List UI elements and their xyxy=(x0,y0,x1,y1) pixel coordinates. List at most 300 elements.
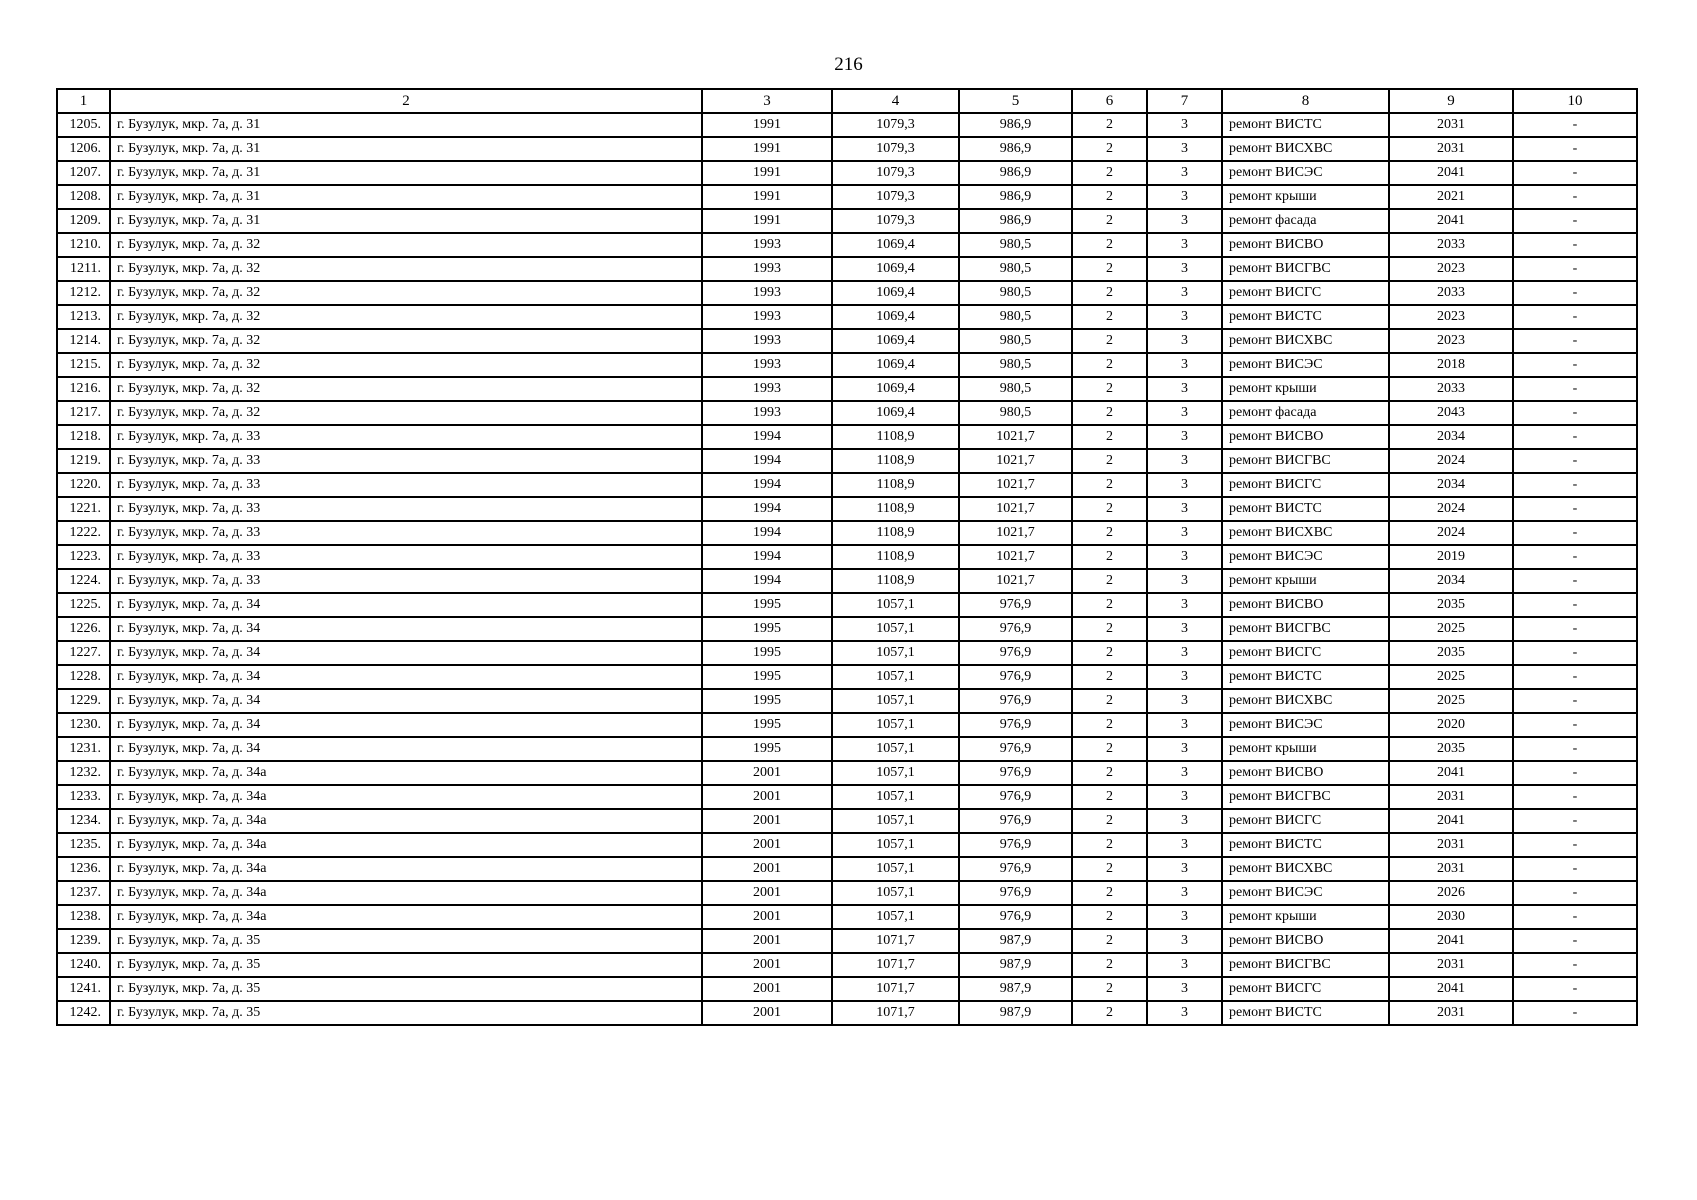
cell-year: 1991 xyxy=(702,209,832,233)
cell-total-area: 1057,1 xyxy=(832,689,959,713)
cell-total-area: 1057,1 xyxy=(832,785,959,809)
cell-work-type: ремонт ВИСЭС xyxy=(1222,545,1389,569)
cell-address: г. Бузулук, мкр. 7а, д. 33 xyxy=(110,449,702,473)
cell-planned-year: 2018 xyxy=(1389,353,1513,377)
cell-col6: 2 xyxy=(1072,905,1147,929)
cell-living-area: 1021,7 xyxy=(959,473,1072,497)
cell-col10: - xyxy=(1513,1001,1637,1025)
cell-address: г. Бузулук, мкр. 7а, д. 34 xyxy=(110,593,702,617)
cell-planned-year: 2024 xyxy=(1389,497,1513,521)
cell-work-type: ремонт крыши xyxy=(1222,185,1389,209)
cell-address: г. Бузулук, мкр. 7а, д. 34 xyxy=(110,737,702,761)
cell-living-area: 980,5 xyxy=(959,257,1072,281)
cell-planned-year: 2041 xyxy=(1389,809,1513,833)
cell-year: 1991 xyxy=(702,137,832,161)
cell-year: 1994 xyxy=(702,569,832,593)
cell-col7: 3 xyxy=(1147,257,1222,281)
cell-col7: 3 xyxy=(1147,833,1222,857)
cell-living-area: 1021,7 xyxy=(959,521,1072,545)
cell-col10: - xyxy=(1513,977,1637,1001)
cell-work-type: ремонт ВИСХВС xyxy=(1222,521,1389,545)
cell-planned-year: 2023 xyxy=(1389,257,1513,281)
cell-col7: 3 xyxy=(1147,809,1222,833)
cell-year: 1993 xyxy=(702,233,832,257)
cell-living-area: 1021,7 xyxy=(959,545,1072,569)
cell-total-area: 1071,7 xyxy=(832,953,959,977)
cell-address: г. Бузулук, мкр. 7а, д. 31 xyxy=(110,113,702,137)
cell-address: г. Бузулук, мкр. 7а, д. 34а xyxy=(110,809,702,833)
cell-work-type: ремонт крыши xyxy=(1222,737,1389,761)
cell-planned-year: 2024 xyxy=(1389,521,1513,545)
cell-address: г. Бузулук, мкр. 7а, д. 35 xyxy=(110,977,702,1001)
column-header-work-type: 8 xyxy=(1222,89,1389,113)
cell-living-area: 986,9 xyxy=(959,209,1072,233)
cell-total-area: 1079,3 xyxy=(832,209,959,233)
cell-year: 2001 xyxy=(702,1001,832,1025)
cell-col6: 2 xyxy=(1072,425,1147,449)
cell-living-area: 987,9 xyxy=(959,953,1072,977)
cell-col7: 3 xyxy=(1147,977,1222,1001)
cell-col6: 2 xyxy=(1072,209,1147,233)
table-row xyxy=(57,545,1637,569)
cell-col10: - xyxy=(1513,569,1637,593)
cell-col10: - xyxy=(1513,737,1637,761)
cell-col6: 2 xyxy=(1072,617,1147,641)
cell-living-area: 976,9 xyxy=(959,857,1072,881)
cell-number: 1206. xyxy=(57,137,110,161)
cell-col7: 3 xyxy=(1147,401,1222,425)
cell-address: г. Бузулук, мкр. 7а, д. 34а xyxy=(110,881,702,905)
cell-work-type: ремонт ВИСВО xyxy=(1222,929,1389,953)
cell-address: г. Бузулук, мкр. 7а, д. 34 xyxy=(110,689,702,713)
cell-living-area: 976,9 xyxy=(959,809,1072,833)
cell-address: г. Бузулук, мкр. 7а, д. 31 xyxy=(110,161,702,185)
cell-col6: 2 xyxy=(1072,689,1147,713)
cell-total-area: 1057,1 xyxy=(832,641,959,665)
cell-col7: 3 xyxy=(1147,113,1222,137)
cell-year: 1993 xyxy=(702,377,832,401)
cell-number: 1220. xyxy=(57,473,110,497)
cell-total-area: 1057,1 xyxy=(832,737,959,761)
cell-work-type: ремонт ВИСХВС xyxy=(1222,137,1389,161)
cell-year: 2001 xyxy=(702,833,832,857)
table-row xyxy=(57,713,1637,737)
cell-col6: 2 xyxy=(1072,353,1147,377)
cell-col7: 3 xyxy=(1147,281,1222,305)
cell-address: г. Бузулук, мкр. 7а, д. 35 xyxy=(110,929,702,953)
table-row xyxy=(57,329,1637,353)
cell-work-type: ремонт ВИСТС xyxy=(1222,1001,1389,1025)
table-row xyxy=(57,113,1637,137)
column-header-year: 3 xyxy=(702,89,832,113)
cell-living-area: 987,9 xyxy=(959,929,1072,953)
cell-planned-year: 2041 xyxy=(1389,161,1513,185)
cell-col10: - xyxy=(1513,473,1637,497)
cell-year: 1994 xyxy=(702,449,832,473)
cell-col10: - xyxy=(1513,425,1637,449)
cell-col10: - xyxy=(1513,161,1637,185)
table-row xyxy=(57,449,1637,473)
cell-year: 1995 xyxy=(702,689,832,713)
cell-col6: 2 xyxy=(1072,737,1147,761)
cell-living-area: 986,9 xyxy=(959,113,1072,137)
cell-work-type: ремонт ВИСГВС xyxy=(1222,449,1389,473)
column-header-col6: 6 xyxy=(1072,89,1147,113)
cell-year: 2001 xyxy=(702,785,832,809)
cell-living-area: 980,5 xyxy=(959,353,1072,377)
cell-work-type: ремонт крыши xyxy=(1222,905,1389,929)
cell-year: 2001 xyxy=(702,929,832,953)
cell-col7: 3 xyxy=(1147,713,1222,737)
cell-living-area: 976,9 xyxy=(959,761,1072,785)
cell-col10: - xyxy=(1513,257,1637,281)
cell-number: 1226. xyxy=(57,617,110,641)
cell-col6: 2 xyxy=(1072,161,1147,185)
cell-col6: 2 xyxy=(1072,1001,1147,1025)
cell-col10: - xyxy=(1513,929,1637,953)
cell-planned-year: 2025 xyxy=(1389,617,1513,641)
cell-year: 2001 xyxy=(702,905,832,929)
cell-col6: 2 xyxy=(1072,377,1147,401)
cell-number: 1234. xyxy=(57,809,110,833)
cell-number: 1228. xyxy=(57,665,110,689)
cell-total-area: 1057,1 xyxy=(832,713,959,737)
cell-living-area: 976,9 xyxy=(959,881,1072,905)
cell-col10: - xyxy=(1513,401,1637,425)
cell-year: 1993 xyxy=(702,305,832,329)
cell-col10: - xyxy=(1513,785,1637,809)
cell-col7: 3 xyxy=(1147,665,1222,689)
cell-planned-year: 2035 xyxy=(1389,737,1513,761)
cell-planned-year: 2033 xyxy=(1389,233,1513,257)
cell-total-area: 1057,1 xyxy=(832,665,959,689)
cell-year: 1995 xyxy=(702,617,832,641)
cell-work-type: ремонт ВИСХВС xyxy=(1222,329,1389,353)
table-row xyxy=(57,905,1637,929)
cell-address: г. Бузулук, мкр. 7а, д. 33 xyxy=(110,473,702,497)
table-row xyxy=(57,209,1637,233)
cell-address: г. Бузулук, мкр. 7а, д. 33 xyxy=(110,497,702,521)
table-row xyxy=(57,473,1637,497)
cell-col10: - xyxy=(1513,905,1637,929)
cell-year: 1994 xyxy=(702,497,832,521)
cell-number: 1219. xyxy=(57,449,110,473)
cell-year: 2001 xyxy=(702,761,832,785)
table-row xyxy=(57,689,1637,713)
cell-planned-year: 2031 xyxy=(1389,785,1513,809)
cell-col6: 2 xyxy=(1072,809,1147,833)
cell-number: 1215. xyxy=(57,353,110,377)
cell-col10: - xyxy=(1513,233,1637,257)
cell-year: 1994 xyxy=(702,473,832,497)
cell-col7: 3 xyxy=(1147,521,1222,545)
cell-col6: 2 xyxy=(1072,257,1147,281)
cell-number: 1235. xyxy=(57,833,110,857)
cell-col7: 3 xyxy=(1147,929,1222,953)
cell-number: 1212. xyxy=(57,281,110,305)
cell-work-type: ремонт ВИСГС xyxy=(1222,281,1389,305)
table-row xyxy=(57,593,1637,617)
table-row xyxy=(57,617,1637,641)
cell-col10: - xyxy=(1513,593,1637,617)
column-header-total-area: 4 xyxy=(832,89,959,113)
table-row xyxy=(57,521,1637,545)
cell-address: г. Бузулук, мкр. 7а, д. 35 xyxy=(110,953,702,977)
cell-work-type: ремонт ВИСЭС xyxy=(1222,353,1389,377)
cell-work-type: ремонт ВИСХВС xyxy=(1222,689,1389,713)
cell-address: г. Бузулук, мкр. 7а, д. 34 xyxy=(110,713,702,737)
cell-col7: 3 xyxy=(1147,569,1222,593)
cell-col6: 2 xyxy=(1072,881,1147,905)
cell-total-area: 1108,9 xyxy=(832,449,959,473)
cell-col10: - xyxy=(1513,689,1637,713)
cell-number: 1237. xyxy=(57,881,110,905)
cell-number: 1210. xyxy=(57,233,110,257)
table-row xyxy=(57,833,1637,857)
table-row xyxy=(57,377,1637,401)
table-row xyxy=(57,185,1637,209)
cell-planned-year: 2031 xyxy=(1389,833,1513,857)
cell-planned-year: 2034 xyxy=(1389,425,1513,449)
cell-living-area: 980,5 xyxy=(959,401,1072,425)
cell-total-area: 1079,3 xyxy=(832,185,959,209)
cell-col10: - xyxy=(1513,209,1637,233)
cell-number: 1240. xyxy=(57,953,110,977)
table-row xyxy=(57,809,1637,833)
cell-number: 1222. xyxy=(57,521,110,545)
cell-living-area: 987,9 xyxy=(959,977,1072,1001)
table-row xyxy=(57,1001,1637,1025)
cell-total-area: 1108,9 xyxy=(832,521,959,545)
cell-planned-year: 2031 xyxy=(1389,1001,1513,1025)
cell-address: г. Бузулук, мкр. 7а, д. 32 xyxy=(110,401,702,425)
cell-number: 1216. xyxy=(57,377,110,401)
cell-total-area: 1071,7 xyxy=(832,1001,959,1025)
cell-col7: 3 xyxy=(1147,737,1222,761)
cell-number: 1205. xyxy=(57,113,110,137)
cell-address: г. Бузулук, мкр. 7а, д. 32 xyxy=(110,377,702,401)
cell-living-area: 976,9 xyxy=(959,737,1072,761)
cell-planned-year: 2033 xyxy=(1389,281,1513,305)
cell-address: г. Бузулук, мкр. 7а, д. 34а xyxy=(110,833,702,857)
cell-work-type: ремонт фасада xyxy=(1222,209,1389,233)
cell-col10: - xyxy=(1513,617,1637,641)
cell-total-area: 1108,9 xyxy=(832,425,959,449)
cell-planned-year: 2031 xyxy=(1389,953,1513,977)
cell-planned-year: 2023 xyxy=(1389,305,1513,329)
cell-col6: 2 xyxy=(1072,113,1147,137)
cell-address: г. Бузулук, мкр. 7а, д. 34а xyxy=(110,857,702,881)
cell-total-area: 1069,4 xyxy=(832,233,959,257)
cell-number: 1233. xyxy=(57,785,110,809)
cell-year: 1995 xyxy=(702,665,832,689)
cell-col6: 2 xyxy=(1072,521,1147,545)
cell-total-area: 1069,4 xyxy=(832,257,959,281)
cell-col6: 2 xyxy=(1072,305,1147,329)
table-row xyxy=(57,953,1637,977)
cell-work-type: ремонт ВИСГС xyxy=(1222,809,1389,833)
cell-address: г. Бузулук, мкр. 7а, д. 33 xyxy=(110,569,702,593)
cell-col7: 3 xyxy=(1147,881,1222,905)
cell-planned-year: 2034 xyxy=(1389,569,1513,593)
cell-number: 1236. xyxy=(57,857,110,881)
cell-col10: - xyxy=(1513,497,1637,521)
cell-total-area: 1071,7 xyxy=(832,977,959,1001)
cell-col10: - xyxy=(1513,953,1637,977)
cell-year: 1994 xyxy=(702,521,832,545)
cell-address: г. Бузулук, мкр. 7а, д. 34а xyxy=(110,761,702,785)
table-row xyxy=(57,881,1637,905)
cell-col6: 2 xyxy=(1072,185,1147,209)
cell-number: 1223. xyxy=(57,545,110,569)
cell-work-type: ремонт ВИСТС xyxy=(1222,113,1389,137)
cell-col7: 3 xyxy=(1147,785,1222,809)
cell-number: 1227. xyxy=(57,641,110,665)
cell-total-area: 1069,4 xyxy=(832,401,959,425)
cell-col7: 3 xyxy=(1147,545,1222,569)
cell-living-area: 976,9 xyxy=(959,665,1072,689)
cell-col6: 2 xyxy=(1072,929,1147,953)
cell-number: 1224. xyxy=(57,569,110,593)
table-row xyxy=(57,641,1637,665)
cell-col10: - xyxy=(1513,377,1637,401)
cell-year: 1993 xyxy=(702,329,832,353)
cell-number: 1213. xyxy=(57,305,110,329)
column-header-number: 1 xyxy=(57,89,110,113)
table-row xyxy=(57,737,1637,761)
cell-col6: 2 xyxy=(1072,953,1147,977)
cell-planned-year: 2030 xyxy=(1389,905,1513,929)
cell-living-area: 976,9 xyxy=(959,593,1072,617)
cell-total-area: 1079,3 xyxy=(832,137,959,161)
cell-year: 1993 xyxy=(702,281,832,305)
cell-living-area: 976,9 xyxy=(959,905,1072,929)
table-body xyxy=(57,113,1637,1025)
cell-year: 1995 xyxy=(702,713,832,737)
table-row xyxy=(57,161,1637,185)
cell-col7: 3 xyxy=(1147,1001,1222,1025)
cell-col10: - xyxy=(1513,185,1637,209)
table-row xyxy=(57,353,1637,377)
cell-total-area: 1057,1 xyxy=(832,833,959,857)
cell-total-area: 1108,9 xyxy=(832,497,959,521)
cell-col7: 3 xyxy=(1147,617,1222,641)
table-row xyxy=(57,497,1637,521)
cell-living-area: 976,9 xyxy=(959,617,1072,641)
cell-living-area: 980,5 xyxy=(959,377,1072,401)
cell-living-area: 976,9 xyxy=(959,641,1072,665)
cell-work-type: ремонт ВИСЭС xyxy=(1222,161,1389,185)
cell-col7: 3 xyxy=(1147,641,1222,665)
cell-year: 2001 xyxy=(702,809,832,833)
cell-work-type: ремонт ВИСВО xyxy=(1222,761,1389,785)
cell-work-type: ремонт ВИСТС xyxy=(1222,497,1389,521)
cell-col10: - xyxy=(1513,857,1637,881)
table-row xyxy=(57,857,1637,881)
cell-total-area: 1069,4 xyxy=(832,281,959,305)
cell-col7: 3 xyxy=(1147,209,1222,233)
cell-col6: 2 xyxy=(1072,713,1147,737)
cell-planned-year: 2023 xyxy=(1389,329,1513,353)
table-row xyxy=(57,281,1637,305)
cell-col6: 2 xyxy=(1072,569,1147,593)
cell-col7: 3 xyxy=(1147,329,1222,353)
cell-total-area: 1069,4 xyxy=(832,377,959,401)
table-row xyxy=(57,257,1637,281)
table-row xyxy=(57,425,1637,449)
table-row xyxy=(57,137,1637,161)
cell-planned-year: 2026 xyxy=(1389,881,1513,905)
cell-planned-year: 2043 xyxy=(1389,401,1513,425)
table-row xyxy=(57,929,1637,953)
cell-living-area: 986,9 xyxy=(959,137,1072,161)
table-row xyxy=(57,305,1637,329)
cell-address: г. Бузулук, мкр. 7а, д. 35 xyxy=(110,1001,702,1025)
cell-address: г. Бузулук, мкр. 7а, д. 32 xyxy=(110,257,702,281)
cell-col6: 2 xyxy=(1072,449,1147,473)
cell-work-type: ремонт ВИСГВС xyxy=(1222,785,1389,809)
table-header-row xyxy=(57,89,1637,113)
cell-number: 1239. xyxy=(57,929,110,953)
cell-planned-year: 2031 xyxy=(1389,113,1513,137)
cell-planned-year: 2034 xyxy=(1389,473,1513,497)
cell-planned-year: 2031 xyxy=(1389,857,1513,881)
cell-col10: - xyxy=(1513,329,1637,353)
cell-planned-year: 2020 xyxy=(1389,713,1513,737)
column-header-living-area: 5 xyxy=(959,89,1072,113)
column-header-col7: 7 xyxy=(1147,89,1222,113)
cell-col10: - xyxy=(1513,521,1637,545)
cell-year: 2001 xyxy=(702,881,832,905)
cell-col6: 2 xyxy=(1072,665,1147,689)
table-row xyxy=(57,233,1637,257)
cell-address: г. Бузулук, мкр. 7а, д. 34 xyxy=(110,641,702,665)
cell-work-type: ремонт ВИСГС xyxy=(1222,977,1389,1001)
cell-living-area: 980,5 xyxy=(959,281,1072,305)
cell-col6: 2 xyxy=(1072,761,1147,785)
cell-year: 1991 xyxy=(702,113,832,137)
cell-living-area: 976,9 xyxy=(959,785,1072,809)
cell-col6: 2 xyxy=(1072,785,1147,809)
cell-work-type: ремонт ВИСВО xyxy=(1222,425,1389,449)
cell-total-area: 1057,1 xyxy=(832,905,959,929)
cell-number: 1208. xyxy=(57,185,110,209)
cell-address: г. Бузулук, мкр. 7а, д. 32 xyxy=(110,305,702,329)
cell-address: г. Бузулук, мкр. 7а, д. 33 xyxy=(110,425,702,449)
cell-col6: 2 xyxy=(1072,545,1147,569)
cell-work-type: ремонт ВИСТС xyxy=(1222,665,1389,689)
cell-year: 1994 xyxy=(702,425,832,449)
cell-living-area: 1021,7 xyxy=(959,569,1072,593)
cell-address: г. Бузулук, мкр. 7а, д. 33 xyxy=(110,545,702,569)
cell-number: 1238. xyxy=(57,905,110,929)
cell-year: 1993 xyxy=(702,401,832,425)
cell-col7: 3 xyxy=(1147,857,1222,881)
cell-planned-year: 2021 xyxy=(1389,185,1513,209)
cell-col10: - xyxy=(1513,137,1637,161)
cell-col6: 2 xyxy=(1072,329,1147,353)
cell-work-type: ремонт крыши xyxy=(1222,569,1389,593)
cell-col7: 3 xyxy=(1147,905,1222,929)
cell-col7: 3 xyxy=(1147,449,1222,473)
cell-living-area: 1021,7 xyxy=(959,449,1072,473)
cell-col6: 2 xyxy=(1072,833,1147,857)
cell-total-area: 1069,4 xyxy=(832,305,959,329)
cell-number: 1242. xyxy=(57,1001,110,1025)
cell-number: 1218. xyxy=(57,425,110,449)
cell-col10: - xyxy=(1513,545,1637,569)
cell-living-area: 980,5 xyxy=(959,305,1072,329)
